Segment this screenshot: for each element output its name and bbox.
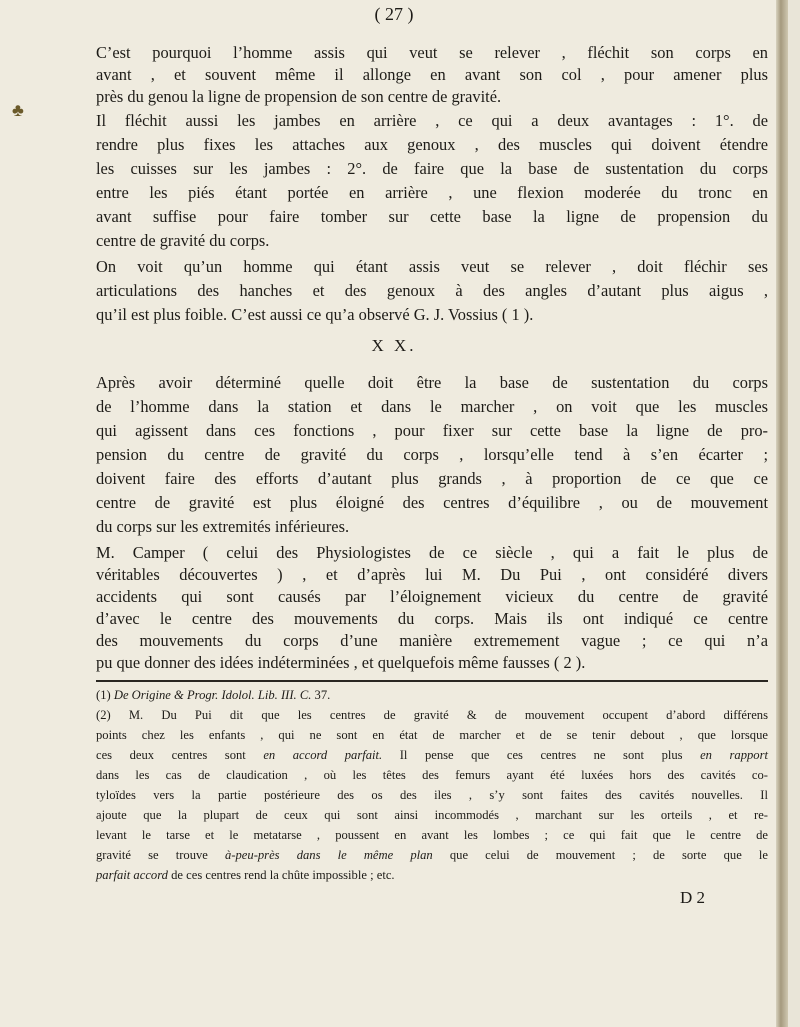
body-line: qu’il est plus foible. C’est aussi ce qu’a observé G. J. Vossius ( 1 ). xyxy=(96,305,534,324)
body-line: pu que donner des idées indéterminées , et quelquefois même fausses ( 2 ). xyxy=(96,653,586,672)
footnote-1: (1) De Origine & Progr. Idolol. Lib. III. C. 37. xyxy=(96,688,331,702)
footnote-2-line: points chez les enfants , qui ne sont en état de marcher et de se tenir debout , que lorsque xyxy=(96,728,768,742)
margin-ornament-icon: ♣ xyxy=(12,100,24,120)
footnote-rule xyxy=(96,680,768,682)
signature-mark: D 2 xyxy=(680,888,706,907)
footnote-2-line: ces deux centres sont en accord parfait. Il pense que ces centres ne sont plus en rapport xyxy=(96,748,768,762)
body-line: véritables découvertes ) , et d’après lui M. Du Pui , ont considéré divers xyxy=(96,565,768,584)
body-line: On voit qu’un homme qui étant assis veut se relever , doit fléchir ses xyxy=(96,257,768,276)
body-line: articulations des hanches et des genoux à des angles d’autant plus aigus , xyxy=(96,281,768,300)
body-line: entre les piés étant portée en arrière , une flexion moderée du tronc en xyxy=(96,183,768,202)
footnote-2-line: gravité se trouve à-peu-près dans le même plan que celui de mouvement ; de sorte que le xyxy=(96,848,768,862)
body-line: avant suffise pour faire tomber sur cette base la ligne de propension du xyxy=(96,207,768,226)
body-line: de l’homme dans la station et dans le marcher , on voit que les muscles xyxy=(96,397,768,416)
body-line: C’est pourquoi l’homme assis qui veut se relever , fléchit son corps en xyxy=(96,43,768,62)
footnote-2-line: tyloïdes vers la partie postérieure des os des iles , s’y sont faites des cavités nouvelles. Il xyxy=(96,788,768,802)
footnote-2-line: levant le tarse et le metatarse , poussent en avant les lombes ; ce qui fait que le centre de xyxy=(96,828,768,842)
page-number: ( 27 ) xyxy=(374,4,414,24)
body-line: centre de gravité est plus éloigné des centres d’équilibre , ou de mouvement xyxy=(96,493,768,512)
body-line: les cuisses sur les jambes : 2°. de faire que la base de sustentation du corps xyxy=(96,159,768,178)
body-line: Il fléchit aussi les jambes en arrière , ce qui a deux avantages : 1°. de xyxy=(96,111,768,130)
page-edge xyxy=(776,0,788,1027)
body-line: rendre plus fixes les attaches aux genoux , des muscles qui doivent étendre xyxy=(96,135,768,154)
footnote-2-line: (2) M. Du Pui dit que les centres de gravité & de mouvement occupent d’abord différens xyxy=(96,708,768,722)
body-line: M. Camper ( celui des Physiologistes de ce siècle , qui a fait le plus de xyxy=(96,543,768,562)
body-line: près du genou la ligne de propension de son centre de gravité. xyxy=(96,87,502,106)
footnote-2-line: parfait accord de ces centres rend la chûte impossible ; etc. xyxy=(96,868,395,882)
body-line: centre de gravité du corps. xyxy=(96,231,270,250)
body-line: accidents qui sont causés par l’éloignement vicieux du centre de gravité xyxy=(96,587,768,606)
body-line: avant , et souvent même il allonge en avant son col , pour amener plus xyxy=(96,65,768,84)
section-heading: X X. xyxy=(371,336,417,355)
body-line: qui agissent dans ces fonctions , pour fixer sur cette base la ligne de pro- xyxy=(96,421,768,440)
body-line: doivent faire des efforts d’autant plus grands , à proportion de ce que ce xyxy=(96,469,768,488)
body-line: du corps sur les extremités inférieures. xyxy=(96,517,350,536)
body-line: des mouvements du corps d’une manière extremement vague ; ce qui n’a xyxy=(96,631,768,650)
body-line: Après avoir déterminé quelle doit être la base de sustentation du corps xyxy=(96,373,768,392)
body-line: pension du centre de gravité du corps , lorsqu’elle tend à s’en écarter ; xyxy=(96,445,768,464)
footnote-2-line: dans les cas de claudication , où les têtes des femurs ayant été luxées hors des cavités co- xyxy=(96,768,768,782)
body-line: d’avec le centre des mouvements du corps. Mais ils ont indiqué ce centre xyxy=(96,609,768,628)
footnote-2-line: ajoute que la plupart de ceux qui sont ainsi incommodés , marchant sur les orteils , et re- xyxy=(96,808,768,822)
